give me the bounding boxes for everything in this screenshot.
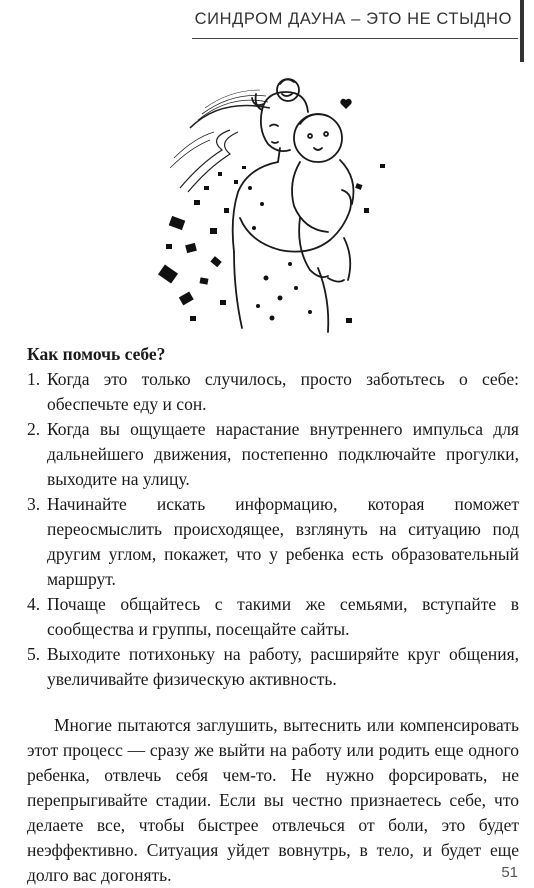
running-title: СИНДРОМ ДАУНА – ЭТО НЕ СТЫДНО — [194, 10, 512, 28]
header-rule — [192, 38, 518, 39]
step-text: Когда вы ощущаете нарастание внутреннего импульса для дальнейшего движения, постепенно подключайте прогулки, выходите на улицу. — [47, 419, 519, 489]
step-number: 1. — [27, 369, 41, 389]
section-heading: Как помочь себе? — [27, 344, 166, 364]
step-text: Выходите потихоньку на работу, расширяйте круг общения, увеличивайте физическую активность. — [47, 644, 519, 689]
step-number: 4. — [27, 594, 41, 614]
steps-list — [27, 367, 519, 692]
list-item — [27, 367, 519, 417]
running-header — [0, 0, 534, 46]
mother-with-child-illustration — [150, 68, 400, 340]
step-text: Почаще общайтесь с такими же семьями, вступайте в сообщества и группы, посещайте сайты. — [47, 594, 519, 639]
body-paragraph: Многие пытаются заглушить, вытеснить или компенсировать этот процесс — сразу же выйти на работу или родить еще одного ребенка, отвлечь себя чем-то. Не нужно форсировать, не перепрыгивайте стадии. Если вы честно признаетесь себе, что делаете все, чтобы быстрее отвлечься от боли, это будет неэффективно. Ситуация уйдет вовнутрь, в тело, и будет еще долго вас догонять. — [27, 715, 519, 885]
header-side-bar — [520, 0, 524, 62]
page-number: 51 — [501, 864, 518, 881]
list-item — [27, 642, 519, 692]
list-item — [27, 417, 519, 492]
list-item — [27, 492, 519, 592]
step-text: Начинайте искать информацию, которая поможет переосмыслить происходящее, взглянуть на ситуацию под другим углом, покажет, что у ребенка есть образовательный маршрут. — [47, 494, 519, 589]
list-item — [27, 592, 519, 642]
step-text: Когда это только случилось, просто заботьтесь о себе: обеспечьте еду и сон. — [47, 369, 519, 414]
step-number: 5. — [27, 644, 41, 664]
step-number: 2. — [27, 419, 41, 439]
step-number: 3. — [27, 494, 41, 514]
main-content — [27, 342, 519, 888]
